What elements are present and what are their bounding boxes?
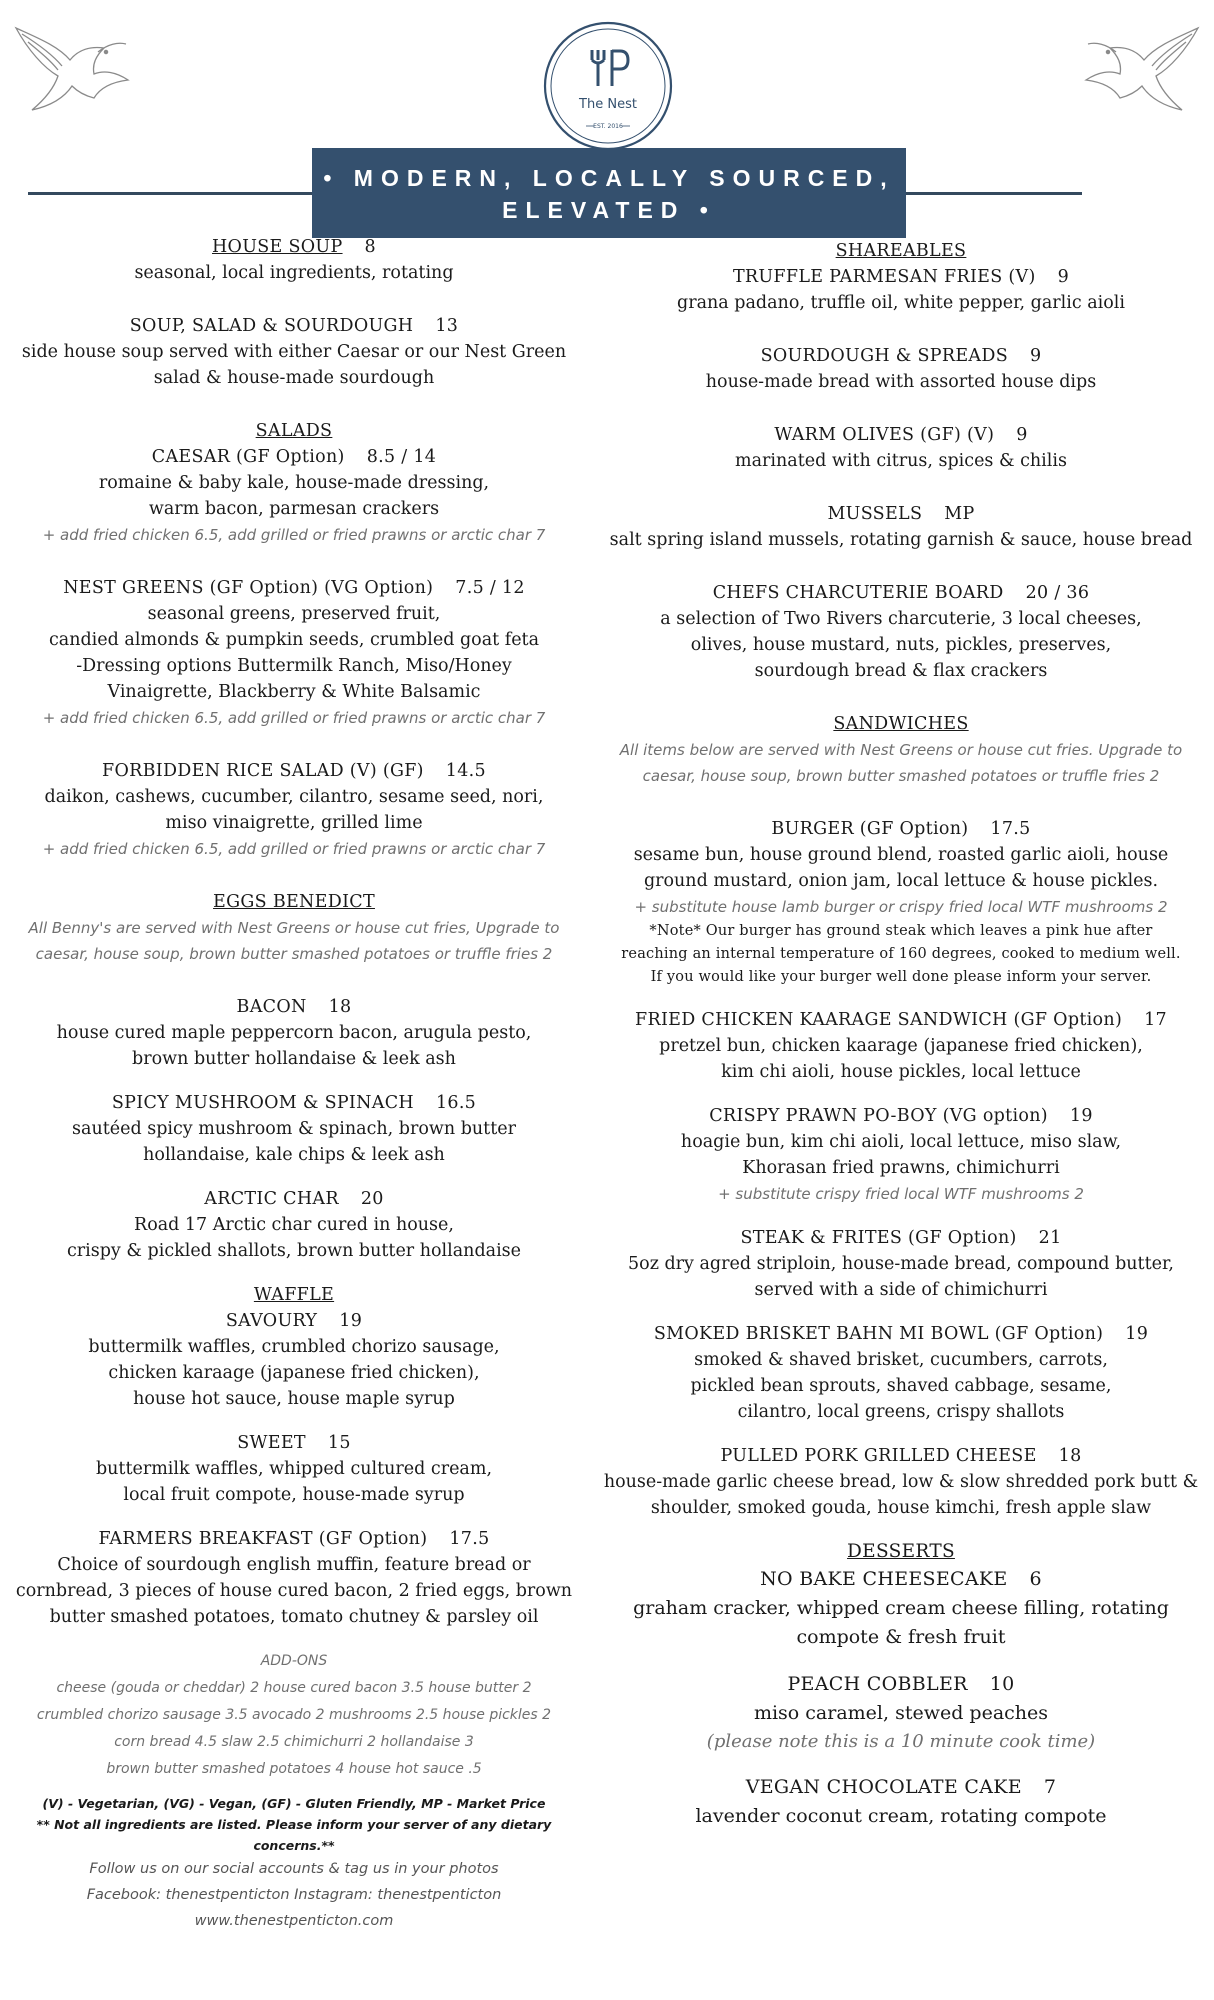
item-price: 17.5 (990, 819, 1031, 839)
menu-item-arctic-char (0, 1186, 588, 1264)
swallow-left-icon (8, 8, 138, 118)
item-price: 9 (1029, 346, 1042, 366)
menu-item-savoury-waffle (0, 1282, 588, 1412)
item-note: + add fried chicken 6.5, add grilled or fried prawns or arctic char 7 (42, 709, 546, 727)
item-desc: side house soup served with either Caesar or our Nest Green (21, 342, 567, 362)
item-desc: cornbread, 3 pieces of house cured bacon, 2 fried eggs, brown (15, 1581, 573, 1601)
item-price: 7.5 / 12 (455, 578, 525, 598)
add-ons (0, 1648, 588, 1783)
item-title: CAESAR (GF Option) (151, 447, 345, 467)
item-title: SPICY MUSHROOM & SPINACH (111, 1093, 414, 1113)
item-title: NEST GREENS (GF Option) (VG Option) (63, 578, 434, 598)
item-desc: seasonal, local ingredients, rotating (134, 263, 454, 283)
item-title: PULLED PORK GRILLED CHEESE (720, 1446, 1037, 1466)
item-title: TRUFFLE PARMESAN FRIES (V) (732, 267, 1036, 287)
item-price: 20 (360, 1189, 384, 1209)
item-price: MP (944, 504, 975, 524)
dietary-legend (0, 1793, 588, 1856)
item-desc: Khorasan fried prawns, chimichurri (742, 1158, 1060, 1178)
menu-item-olives (588, 422, 1214, 474)
item-desc: served with a side of chimichurri (754, 1280, 1048, 1300)
tagline-banner (312, 148, 906, 238)
menu-item-caesar (0, 418, 588, 548)
item-title: FORBIDDEN RICE SALAD (V) (GF) (102, 761, 424, 781)
right-column (588, 238, 1214, 1849)
item-title: CHEFS CHARCUTERIE BOARD (712, 583, 1004, 603)
item-title: MUSSELS (827, 504, 923, 524)
item-desc: cilantro, local greens, crispy shallots (737, 1402, 1065, 1422)
item-price: 14.5 (445, 761, 486, 781)
add-ons-line: corn bread 4.5 slaw 2.5 chimichurri 2 hollandaise 3 (114, 1734, 474, 1750)
item-price: 8.5 / 14 (366, 447, 437, 467)
menu-item-kaarage (588, 1007, 1214, 1085)
menu-item-farmers-breakfast (0, 1526, 588, 1630)
add-ons-line: crumbled chorizo sausage 3.5 avocado 2 mushrooms 2.5 house pickles 2 (36, 1707, 552, 1723)
section-heading-eggs: EGGS BENEDICT (213, 892, 375, 912)
item-title: NO BAKE CHEESECAKE (760, 1568, 1008, 1590)
logo-est: EST. 2016 (593, 123, 623, 130)
item-desc: lavender coconut cream, rotating compote (695, 1805, 1107, 1827)
item-desc: shoulder, smoked gouda, house kimchi, fresh apple slaw (650, 1498, 1152, 1518)
item-desc: buttermilk waffles, crumbled chorizo sausage, (88, 1337, 500, 1357)
tagline-line-1: • MODERN, LOCALLY SOURCED, (323, 165, 895, 191)
item-price: 18 (1058, 1446, 1082, 1466)
add-ons-line: cheese (gouda or cheddar) 2 house cured bacon 3.5 house butter 2 (56, 1680, 532, 1696)
item-price: 20 / 36 (1025, 583, 1090, 603)
item-desc: crispy & pickled shallots, brown butter hollandaise (66, 1241, 522, 1261)
menu-item-sourdough (588, 343, 1214, 395)
item-title: SWEET (237, 1433, 306, 1453)
menu-item-bacon (0, 994, 588, 1072)
burger-disclaimer: *Note* Our burger has ground steak which leaves a pink hue after (649, 923, 1153, 939)
item-title: VEGAN CHOCOLATE CAKE (745, 1776, 1022, 1798)
item-desc: compote & fresh fruit (796, 1626, 1006, 1648)
fork-icon (592, 50, 604, 86)
item-price: 10 (989, 1673, 1015, 1695)
item-desc: pretzel bun, chicken kaarage (japanese fried chicken), (659, 1036, 1143, 1056)
item-title: STEAK & FRITES (GF Option) (740, 1228, 1017, 1248)
item-title: WARM OLIVES (GF) (V) (774, 425, 995, 445)
banner-rule-left (28, 192, 318, 195)
menu-item-spicy-mushroom (0, 1090, 588, 1168)
item-price: 9 (1016, 425, 1028, 445)
item-desc: house-made garlic cheese bread, low & slow shredded pork butt & (603, 1472, 1199, 1492)
menu-item-burger (588, 816, 1214, 989)
section-heading-waffle: WAFFLE (253, 1285, 335, 1305)
item-desc: local fruit compote, house-made syrup (123, 1485, 465, 1505)
item-title: SMOKED BRISKET BAHN MI BOWL (GF Option) (653, 1324, 1104, 1344)
item-desc: sautéed spicy mushroom & spinach, brown butter (72, 1119, 516, 1139)
item-title: BACON (236, 997, 307, 1017)
item-desc: kim chi aioli, house pickles, local lettuce (721, 1062, 1081, 1082)
left-column (0, 234, 588, 1934)
item-desc: grana padano, truffle oil, white pepper, garlic aioli (677, 293, 1125, 313)
item-desc: romaine & baby kale, house-made dressing, (98, 473, 490, 493)
item-desc: olives, house mustard, nuts, pickles, preserves, (690, 635, 1112, 655)
social-follow: Follow us on our social accounts & tag us in your photos (89, 1861, 499, 1877)
item-desc: 5oz dry agred striploin, house-made bread, compound butter, (628, 1254, 1174, 1274)
item-price: 8 (364, 237, 376, 257)
item-price: 18 (328, 997, 352, 1017)
item-desc: a selection of Two Rivers charcuterie, 3 local cheeses, (660, 609, 1142, 629)
item-desc: -Dressing options Buttermilk Ranch, Miso/Honey (76, 656, 512, 676)
item-title: SOURDOUGH & SPREADS (760, 346, 1008, 366)
item-desc: warm bacon, parmesan crackers (148, 499, 440, 519)
item-price: 13 (435, 316, 459, 336)
item-desc: seasonal greens, preserved fruit, (147, 604, 441, 624)
item-desc: graham cracker, whipped cream cheese filling, rotating (633, 1597, 1169, 1619)
burger-disclaimer: If you would like your burger well done please inform your server. (650, 969, 1152, 985)
item-price: 19 (339, 1311, 363, 1331)
item-price: 19 (1069, 1106, 1093, 1126)
menu-item-steak-frites (588, 1225, 1214, 1303)
item-title: SAVOURY (225, 1311, 318, 1331)
item-note: + substitute crispy fried local WTF mushrooms 2 (718, 1185, 1084, 1203)
menu-item-peach-cobbler (588, 1670, 1214, 1755)
item-price: 7 (1043, 1776, 1057, 1798)
section-heading-salads: SALADS (255, 421, 333, 441)
menu-item-pulled-pork (588, 1443, 1214, 1521)
social-handles: Facebook: thenestpenticton Instagram: thenestpenticton www.thenestpenticton.com (86, 1887, 502, 1929)
item-desc: miso vinaigrette, grilled lime (165, 813, 423, 833)
item-title: PEACH COBBLER (787, 1673, 968, 1695)
menu-item-mussels (588, 501, 1214, 553)
item-desc: candied almonds & pumpkin seeds, crumbled goat feta (48, 630, 540, 650)
item-desc: house-made bread with assorted house dips (705, 372, 1097, 392)
menu-item-house-soup (0, 234, 588, 286)
item-desc: house hot sauce, house maple syrup (133, 1389, 455, 1409)
section-heading-desserts: DESSERTS (847, 1541, 955, 1562)
menu-item-soup-salad (0, 313, 588, 391)
item-title: SOUP, SALAD & SOURDOUGH (129, 316, 414, 336)
item-price: 17 (1144, 1010, 1167, 1030)
item-price: 21 (1038, 1228, 1062, 1248)
item-desc: pickled bean sprouts, shaved cabbage, sesame, (690, 1376, 1112, 1396)
item-desc: hollandaise, kale chips & leek ash (143, 1145, 445, 1165)
item-desc: brown butter hollandaise & leek ash (132, 1049, 456, 1069)
section-note: All items below are served with Nest Greens or house cut fries. Upgrade to (619, 741, 1183, 759)
section-note: caesar, house soup, brown butter smashed potatoes or truffle fries 2 (642, 767, 1160, 785)
item-desc: daikon, cashews, cucumber, cilantro, sesame seed, nori, (44, 787, 544, 807)
section-sandwiches (588, 711, 1214, 789)
item-desc: ground mustard, onion jam, local lettuce & house pickles. (643, 871, 1159, 891)
section-note: All Benny's are served with Nest Greens or house cut fries, Upgrade to (28, 919, 560, 937)
section-note: caesar, house soup, brown butter smashed potatoes or truffle fries 2 (35, 945, 553, 963)
item-desc: hoagie bun, kim chi aioli, local lettuce, miso slaw, (680, 1132, 1122, 1152)
add-ons-line: brown butter smashed potatoes 4 house hot sauce .5 (106, 1761, 482, 1777)
item-desc: house cured maple peppercorn bacon, arugula pesto, (56, 1023, 532, 1043)
menu-item-sweet-waffle (0, 1430, 588, 1508)
section-eggs-benedict (0, 889, 588, 967)
menu-item-vegan-cake (588, 1773, 1214, 1831)
add-ons-title: ADD-ONS (260, 1653, 328, 1669)
item-desc: marinated with citrus, spices & chilis (735, 451, 1067, 471)
item-title: FRIED CHICKEN KAARAGE SANDWICH (GF Option) (635, 1010, 1123, 1030)
menu-item-brisket-bowl (588, 1321, 1214, 1425)
logo-name: The Nest (579, 97, 637, 112)
item-desc: sesame bun, house ground blend, roasted garlic aioli, house (633, 845, 1169, 865)
item-title: FARMERS BREAKFAST (GF Option) (98, 1529, 428, 1549)
item-note: (please note this is a 10 minute cook time) (706, 1731, 1096, 1752)
item-desc: Choice of sourdough english muffin, feature bread or (57, 1555, 531, 1575)
item-desc: miso caramel, stewed peaches (753, 1702, 1049, 1724)
item-price: 9 (1057, 267, 1070, 287)
menu-item-prawn-po-boy (588, 1103, 1214, 1207)
item-title: CRISPY PRAWN PO-BOY (VG option) (709, 1106, 1048, 1126)
section-heading-shareables: SHAREABLES (835, 241, 967, 261)
item-desc: salt spring island mussels, rotating garnish & sauce, house bread (609, 530, 1193, 550)
item-desc: chicken karaage (japanese fried chicken), (108, 1363, 480, 1383)
menu-item-cheesecake (588, 1539, 1214, 1652)
item-title: HOUSE SOUP (212, 237, 343, 257)
item-note: + substitute house lamb burger or crispy fried local WTF mushrooms 2 (634, 898, 1168, 916)
item-title: BURGER (GF Option) (771, 819, 969, 839)
legend-line: (V) - Vegetarian, (VG) - Vegan, (GF) - Gluten Friendly, MP - Market Price (42, 1796, 546, 1811)
item-desc: smoked & shaved brisket, cucumbers, carrots, (694, 1350, 1108, 1370)
section-heading-sandwiches: SANDWICHES (833, 714, 969, 734)
restaurant-logo (542, 20, 674, 152)
item-desc: Vinaigrette, Blackberry & White Balsamic (107, 682, 481, 702)
banner-rule-right (886, 192, 1082, 195)
item-price: 17.5 (449, 1529, 490, 1549)
menu-item-charcuterie (588, 580, 1214, 684)
burger-disclaimer: reaching an internal temperature of 160 degrees, cooked to medium well. (621, 946, 1181, 962)
item-title: ARCTIC CHAR (204, 1189, 339, 1209)
legend-line: ** Not all ingredients are listed. Please inform your server of any dietary concerns.** (36, 1817, 552, 1853)
item-price: 6 (1029, 1568, 1042, 1590)
menu-item-nest-greens (0, 575, 588, 731)
item-desc: sourdough bread & flax crackers (754, 661, 1048, 681)
swallow-right-icon (1076, 8, 1206, 118)
item-desc: buttermilk waffles, whipped cultured cream, (95, 1459, 493, 1479)
item-note: + add fried chicken 6.5, add grilled or fried prawns or arctic char 7 (42, 840, 546, 858)
item-price: 16.5 (435, 1093, 477, 1113)
item-price: 15 (327, 1433, 351, 1453)
menu-item-truffle-fries (588, 238, 1214, 316)
item-price: 19 (1125, 1324, 1149, 1344)
menu-item-forbidden-rice (0, 758, 588, 862)
item-note: + add fried chicken 6.5, add grilled or fried prawns or arctic char 7 (42, 526, 546, 544)
item-desc: Road 17 Arctic char cured in house, (134, 1215, 454, 1235)
item-desc: butter smashed potatoes, tomato chutney & parsley oil (49, 1607, 539, 1627)
item-desc: salad & house-made sourdough (153, 368, 435, 388)
tagline-line-2: ELEVATED • (502, 197, 716, 223)
